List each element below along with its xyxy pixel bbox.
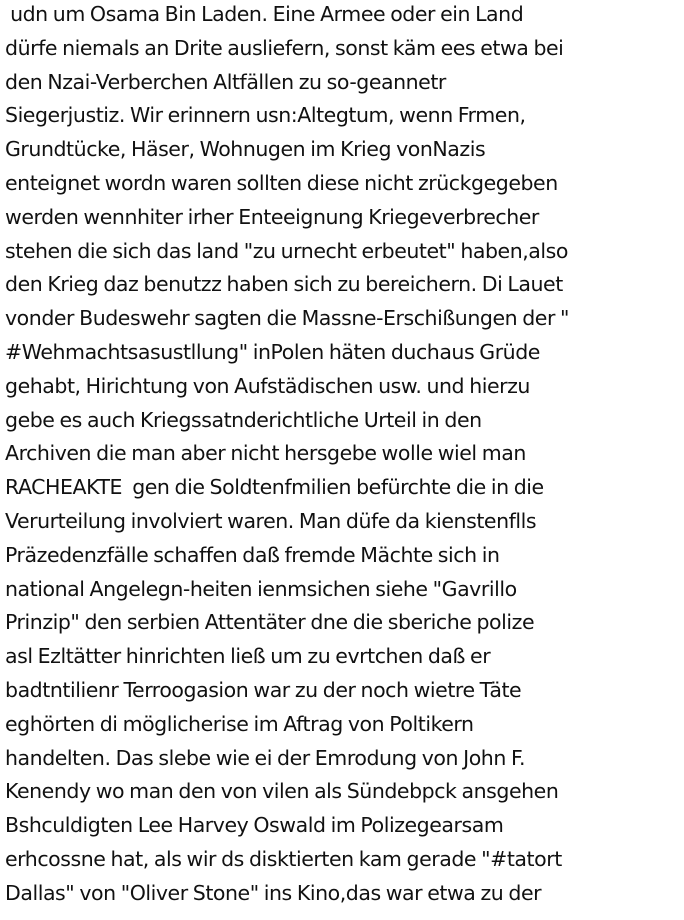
- text-line: den Nzai-Verberchen Altfällen zu so-geannetr: [5, 69, 446, 94]
- text-line: Bshculdigten Lee Harvey Oswald im Polizegearsam: [5, 813, 504, 838]
- text-line: den Krieg daz benutzz haben sich zu bereichern. Di Lauet: [5, 272, 563, 297]
- text-line: Verurteilung involviert waren. Man düfe da kienstenflls: [5, 508, 537, 533]
- text-line: national Angelegn-heiten ienmsichen siehe "Gavrillo: [5, 576, 517, 601]
- text-line: udn um Osama Bin Laden. Eine Armee oder ein Land: [5, 2, 524, 26]
- text-line: asl Ezltätter hinrichten ließ um zu evrtchen daß er: [5, 644, 491, 669]
- text-line: Siegerjustiz. Wir erinnern usn:Altegtum, wenn Frmen,: [5, 103, 526, 128]
- text-line: dürfe niemals an Drite ausliefern, sonst käm ees etwa bei: [5, 35, 564, 60]
- text-line: erhcossne hat, als wir ds disktierten kam gerade "#tatort: [5, 846, 562, 871]
- text-line: handelten. Das slebe wie ei der Emrodung von John F.: [5, 745, 526, 770]
- text-line: Kenendy wo man den von vilen als Sündebpck ansgehen: [5, 779, 559, 804]
- text-line: Prinzip" den serbien Attentäter dne die sberiche polize: [5, 610, 535, 635]
- text-line: enteignet wordn waren sollten diese nicht zrückgegeben: [5, 170, 558, 195]
- text-line: #Wehmachtsasustllung" inPolen häten duchaus Grüde: [5, 339, 540, 364]
- text-line: stehen die sich das land "zu urnecht erbeutet" haben,also: [5, 238, 568, 263]
- text-line: Archiven die man aber nicht hersgebe wolle wiel man: [5, 441, 526, 466]
- text-line: Präzedenzfälle schaffen daß fremde Mächte sich in: [5, 542, 500, 567]
- text-line: vonder Budeswehr sagten die Massne-Erschißungen der ": [5, 306, 569, 331]
- text-line: gebe es auch Kriegssatnderichtliche Urteil in den: [5, 407, 482, 432]
- text-line: werden wennhiter irher Enteeignung Kriegeverbrecher: [5, 204, 539, 229]
- text-line: RACHEAKTE gen die Soldtenfmilien befürchte die in die: [5, 475, 544, 500]
- body-text: [5, 0, 684, 911]
- text-line: gehabt, Hirichtung von Aufstädischen usw. und hierzu: [5, 373, 530, 398]
- text-line: Dallas" von "Oliver Stone" ins Kino,das war etwa zu der: [5, 880, 542, 905]
- text-line: eghörten di möglicherise im Aftrag von Poltikern: [5, 711, 474, 736]
- text-line: Grundtücke, Häser, Wohnugen im Krieg vonNazis: [5, 137, 486, 162]
- text-line: badtntilienr Terroogasion war zu der noch wietre Täte: [5, 677, 522, 702]
